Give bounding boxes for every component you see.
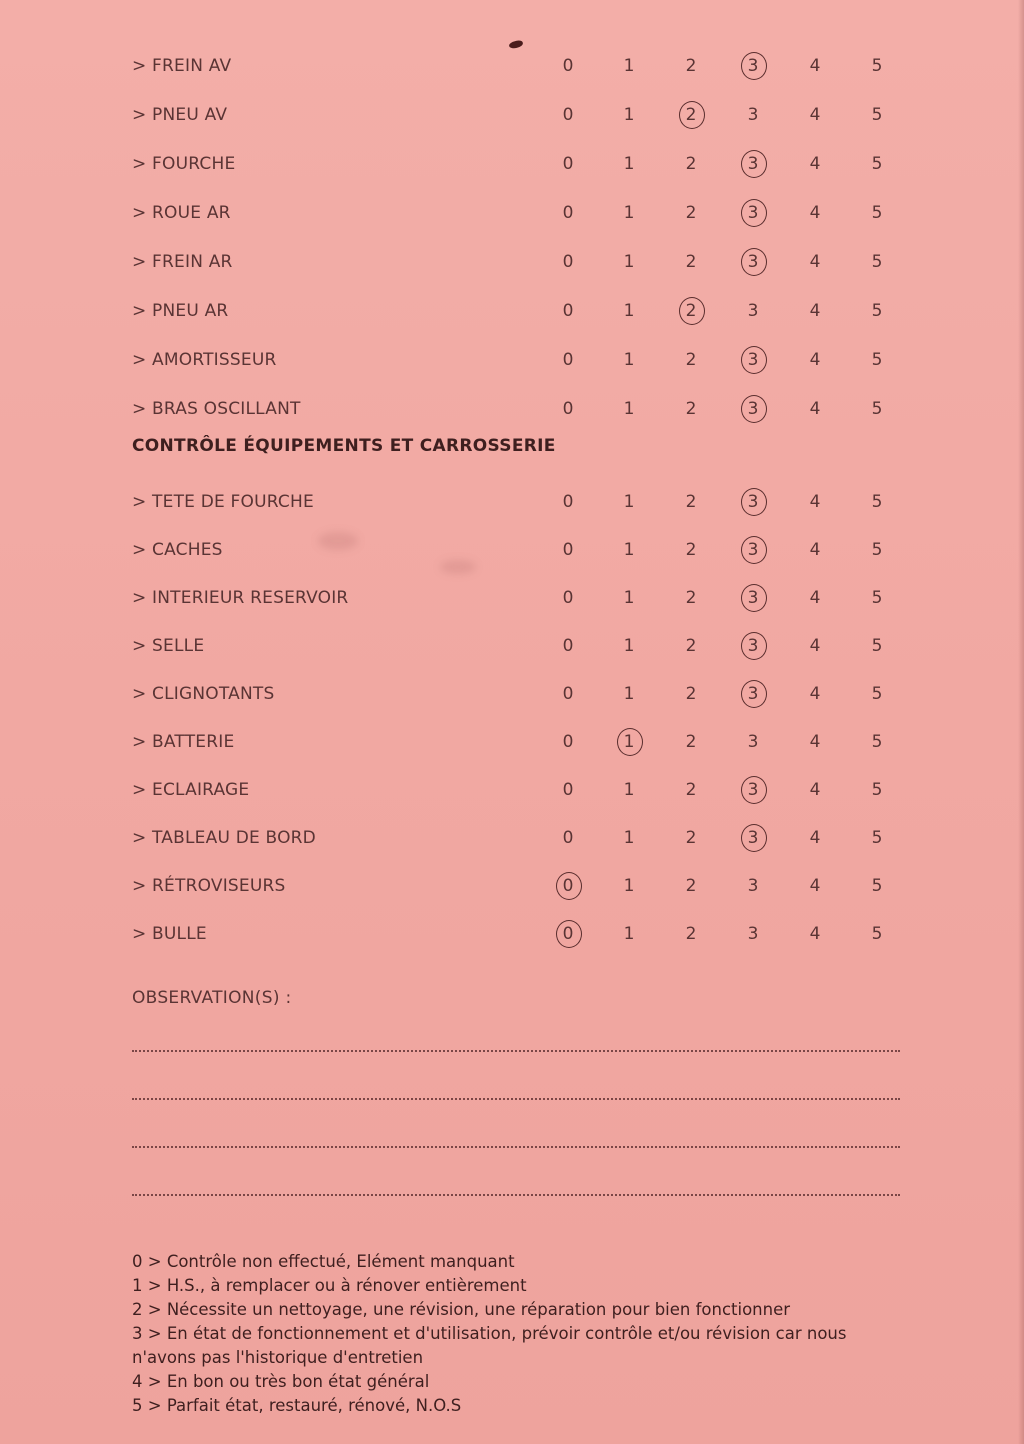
rating-option[interactable]: 0: [562, 492, 574, 512]
rating-option[interactable]: 5: [871, 56, 883, 76]
rating-option[interactable]: 1: [623, 350, 635, 370]
item-label: > PNEU AR: [132, 301, 229, 321]
rating-option[interactable]: 0: [562, 732, 574, 752]
checklist-row: [0, 532, 1024, 572]
rating-option[interactable]: 4: [809, 154, 821, 174]
rating-option[interactable]: 5: [871, 876, 883, 896]
rating-option-selected[interactable]: 3: [738, 399, 768, 419]
item-label: > PNEU AV: [132, 105, 228, 125]
rating-option[interactable]: 1: [623, 636, 635, 656]
rating-option[interactable]: 5: [871, 492, 883, 512]
observation-line[interactable]: [132, 1146, 900, 1148]
rating-option[interactable]: 3: [747, 876, 759, 896]
rating-option[interactable]: 3: [747, 105, 759, 125]
legend-line: 2 > Nécessite un nettoyage, une révision, une réparation pour bien fonctionner: [132, 1300, 791, 1319]
legend-line: 3 > En état de fonctionnement et d'utilisation, prévoir contrôle et/ou révision car nous: [132, 1324, 847, 1343]
rating-option[interactable]: 5: [871, 732, 883, 752]
rating-option-selected[interactable]: 2: [676, 105, 706, 125]
observation-line[interactable]: [132, 1098, 900, 1100]
checklist-row: [0, 580, 1024, 620]
checklist-row: [0, 676, 1024, 716]
rating-legend: [132, 1250, 902, 1418]
rating-option[interactable]: 2: [685, 876, 697, 896]
checklist-row: [0, 916, 1024, 956]
checklist-row: [0, 772, 1024, 812]
rating-option[interactable]: 2: [685, 636, 697, 656]
checklist-row: [0, 484, 1024, 524]
item-label: > CACHES: [132, 540, 223, 560]
rating-option-selected[interactable]: 3: [738, 56, 768, 76]
rating-option[interactable]: 4: [809, 684, 821, 704]
rating-option[interactable]: 2: [685, 828, 697, 848]
rating-option[interactable]: 1: [623, 154, 635, 174]
rating-option-selected[interactable]: 3: [738, 492, 768, 512]
rating-option[interactable]: 0: [562, 252, 574, 272]
section-heading: CONTRÔLE ÉQUIPEMENTS ET CARROSSERIE: [132, 436, 556, 456]
checklist-row: [0, 820, 1024, 860]
checklist-row: [0, 244, 1024, 284]
rating-option[interactable]: 1: [623, 492, 635, 512]
rating-option[interactable]: 0: [562, 154, 574, 174]
rating-option[interactable]: 4: [809, 105, 821, 125]
item-label: > BRAS OSCILLANT: [132, 399, 301, 419]
rating-option[interactable]: 4: [809, 399, 821, 419]
item-label: > TETE DE FOURCHE: [132, 492, 314, 512]
item-label: > FREIN AV: [132, 56, 232, 76]
rating-option[interactable]: 3: [747, 732, 759, 752]
item-label: > BULLE: [132, 924, 207, 944]
rating-option-selected[interactable]: 3: [738, 350, 768, 370]
rating-option[interactable]: 5: [871, 588, 883, 608]
rating-option[interactable]: 0: [562, 399, 574, 419]
checklist-row: [0, 146, 1024, 186]
rating-option[interactable]: 1: [623, 56, 635, 76]
rating-option[interactable]: 2: [685, 732, 697, 752]
rating-option[interactable]: 4: [809, 56, 821, 76]
rating-option[interactable]: 5: [871, 684, 883, 704]
rating-option[interactable]: 1: [623, 684, 635, 704]
rating-option[interactable]: 0: [562, 56, 574, 76]
rating-option[interactable]: 4: [809, 203, 821, 223]
checklist-row: [0, 293, 1024, 333]
checklist-row: [0, 724, 1024, 764]
rating-option[interactable]: 5: [871, 540, 883, 560]
item-label: > BATTERIE: [132, 732, 235, 752]
rating-option[interactable]: 2: [685, 399, 697, 419]
rating-option[interactable]: 2: [685, 684, 697, 704]
rating-option-selected[interactable]: 3: [738, 540, 768, 560]
rating-option[interactable]: 2: [685, 350, 697, 370]
item-label: > TABLEAU DE BORD: [132, 828, 316, 848]
rating-option[interactable]: 5: [871, 399, 883, 419]
rating-option[interactable]: 4: [809, 301, 821, 321]
checklist-row: [0, 391, 1024, 431]
rating-option[interactable]: 0: [562, 588, 574, 608]
rating-option[interactable]: 1: [623, 828, 635, 848]
rating-option[interactable]: 5: [871, 780, 883, 800]
rating-option[interactable]: 4: [809, 780, 821, 800]
rating-option[interactable]: 3: [747, 301, 759, 321]
rating-option[interactable]: 1: [623, 105, 635, 125]
rating-option-selected[interactable]: 3: [738, 684, 768, 704]
rating-option[interactable]: 5: [871, 350, 883, 370]
rating-option[interactable]: 5: [871, 636, 883, 656]
rating-option[interactable]: 0: [562, 540, 574, 560]
rating-option[interactable]: 0: [562, 636, 574, 656]
item-label: > FREIN AR: [132, 252, 233, 272]
rating-option[interactable]: 5: [871, 924, 883, 944]
rating-option-selected[interactable]: 3: [738, 154, 768, 174]
checklist-row: [0, 628, 1024, 668]
legend-line: 4 > En bon ou très bon état général: [132, 1372, 430, 1391]
rating-option-selected[interactable]: 0: [553, 876, 583, 896]
rating-option-selected[interactable]: 3: [738, 828, 768, 848]
rating-option[interactable]: 4: [809, 876, 821, 896]
legend-line: 5 > Parfait état, restauré, rénové, N.O.S: [132, 1396, 462, 1415]
rating-option[interactable]: 5: [871, 301, 883, 321]
rating-option[interactable]: 2: [685, 588, 697, 608]
item-label: > AMORTISSEUR: [132, 350, 277, 370]
rating-option[interactable]: 0: [562, 301, 574, 321]
rating-option-selected[interactable]: 3: [738, 636, 768, 656]
rating-option[interactable]: 0: [562, 780, 574, 800]
item-label: > FOURCHE: [132, 154, 236, 174]
rating-option[interactable]: 0: [562, 203, 574, 223]
rating-option[interactable]: 4: [809, 588, 821, 608]
rating-option[interactable]: 1: [623, 301, 635, 321]
rating-option[interactable]: 1: [623, 399, 635, 419]
rating-option[interactable]: 5: [871, 154, 883, 174]
rating-option[interactable]: 2: [685, 540, 697, 560]
rating-option[interactable]: 4: [809, 828, 821, 848]
rating-option[interactable]: 1: [623, 588, 635, 608]
rating-option[interactable]: 5: [871, 252, 883, 272]
observation-line[interactable]: [132, 1050, 900, 1052]
rating-option[interactable]: 5: [871, 828, 883, 848]
rating-option[interactable]: 3: [747, 924, 759, 944]
rating-option[interactable]: 4: [809, 924, 821, 944]
rating-option[interactable]: 5: [871, 203, 883, 223]
rating-option[interactable]: 4: [809, 492, 821, 512]
observation-title: OBSERVATION(S) :: [132, 988, 292, 1008]
rating-option[interactable]: 0: [562, 350, 574, 370]
rating-option-selected[interactable]: 2: [676, 301, 706, 321]
rating-option-selected[interactable]: 3: [738, 252, 768, 272]
checklist-row: [0, 868, 1024, 908]
item-label: > ROUE AR: [132, 203, 231, 223]
checklist-row: [0, 97, 1024, 137]
rating-option[interactable]: 0: [562, 684, 574, 704]
legend-line: n'avons pas l'historique d'entretien: [132, 1348, 424, 1367]
rating-option-selected[interactable]: 0: [553, 924, 583, 944]
rating-option[interactable]: 1: [623, 252, 635, 272]
item-label: > CLIGNOTANTS: [132, 684, 275, 704]
item-label: > RÉTROVISEURS: [132, 876, 286, 896]
rating-option[interactable]: 2: [685, 924, 697, 944]
rating-option[interactable]: 4: [809, 350, 821, 370]
rating-option[interactable]: 2: [685, 56, 697, 76]
rating-option[interactable]: 4: [809, 540, 821, 560]
rating-option[interactable]: 1: [623, 540, 635, 560]
rating-option[interactable]: 2: [685, 154, 697, 174]
rating-option[interactable]: 5: [871, 105, 883, 125]
rating-option[interactable]: 1: [623, 876, 635, 896]
checklist-row: [0, 48, 1024, 88]
rating-option[interactable]: 4: [809, 636, 821, 656]
legend-line: 1 > H.S., à remplacer ou à rénover entièrement: [132, 1276, 527, 1295]
rating-option-selected[interactable]: 1: [614, 732, 644, 752]
rating-option[interactable]: 4: [809, 732, 821, 752]
rating-option[interactable]: 1: [623, 780, 635, 800]
checklist-row: [0, 195, 1024, 235]
item-label: > ECLAIRAGE: [132, 780, 250, 800]
rating-option[interactable]: 4: [809, 252, 821, 272]
rating-option-selected[interactable]: 3: [738, 588, 768, 608]
item-label: > INTERIEUR RESERVOIR: [132, 588, 349, 608]
rating-option-selected[interactable]: 3: [738, 203, 768, 223]
legend-line: 0 > Contrôle non effectué, Elément manquant: [132, 1252, 515, 1271]
rating-option[interactable]: 0: [562, 105, 574, 125]
item-label: > SELLE: [132, 636, 205, 656]
rating-option[interactable]: 2: [685, 492, 697, 512]
rating-option[interactable]: 0: [562, 828, 574, 848]
checklist-row: [0, 342, 1024, 382]
rating-option[interactable]: 2: [685, 252, 697, 272]
rating-option[interactable]: 2: [685, 780, 697, 800]
observation-line[interactable]: [132, 1194, 900, 1196]
rating-option-selected[interactable]: 3: [738, 780, 768, 800]
rating-option[interactable]: 2: [685, 203, 697, 223]
rating-option[interactable]: 1: [623, 924, 635, 944]
rating-option[interactable]: 1: [623, 203, 635, 223]
